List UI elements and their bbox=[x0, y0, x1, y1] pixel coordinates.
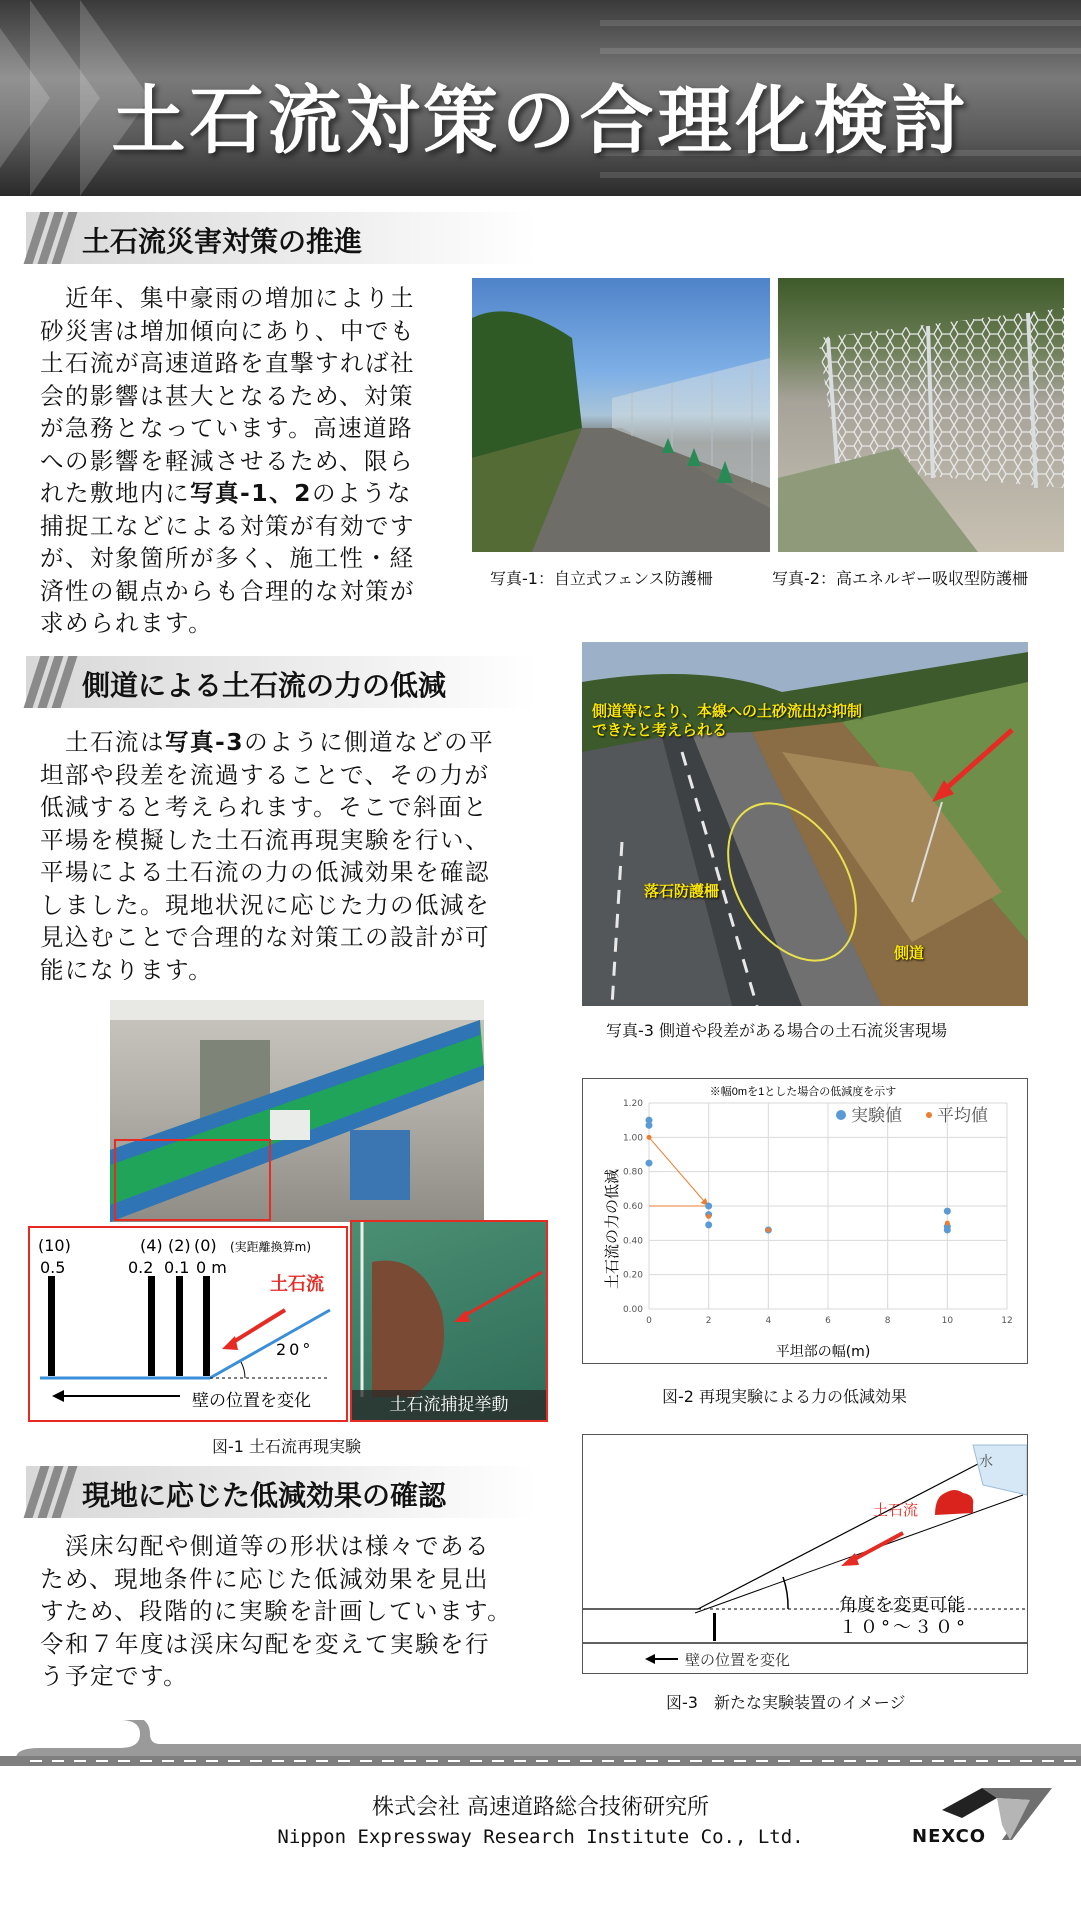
angle-label: 20° bbox=[276, 1340, 314, 1359]
data-point-measured bbox=[646, 1122, 653, 1129]
nexco-logo-text: NEXCO bbox=[912, 1826, 987, 1847]
title-banner bbox=[0, 0, 1081, 196]
data-point-measured bbox=[646, 1160, 653, 1167]
body-line: 坦部や段差を流過することで、その力が bbox=[40, 760, 490, 789]
dist-note: (実距離換算m) bbox=[230, 1240, 312, 1254]
body-line: 捕捉工などによる対策が有効です bbox=[40, 511, 415, 540]
fig3-caption: 図-3 新たな実験装置のイメージ bbox=[666, 1693, 906, 1712]
photo3-caption: 写真-3 側道や段差がある場合の土石流災害現場 bbox=[606, 1021, 948, 1040]
y-tick-label: 0.20 bbox=[622, 1270, 643, 1281]
body-line: 近年、集中豪雨の増加により土 bbox=[40, 284, 415, 312]
body-line: ため、現地条件に応じた低減効果を見出 bbox=[40, 1564, 490, 1593]
photo-fence bbox=[472, 278, 770, 552]
body-line: 見込むことで合理的な対策工の設計が可 bbox=[40, 923, 490, 951]
dist-label: (10) bbox=[38, 1236, 71, 1255]
body-line: 済性の観点からも合理的な対策が bbox=[40, 576, 415, 605]
y-tick-label: 0.00 bbox=[622, 1305, 643, 1315]
body-line: 能になります。 bbox=[40, 955, 214, 984]
water-label: 水 bbox=[979, 1454, 993, 1470]
section1-body bbox=[40, 282, 470, 640]
data-point-average bbox=[766, 1228, 771, 1233]
body-line: 渓床勾配や側道等の形状は様々である bbox=[40, 1532, 490, 1560]
body-line: への影響を軽減させるため、限ら bbox=[40, 446, 415, 475]
body-line: れた敷地内に写真-1、2のような bbox=[40, 479, 412, 507]
body-line: すため、段階的に実験を計画しています。 bbox=[40, 1597, 513, 1625]
wall-move-label: 壁の位置を変化 bbox=[685, 1651, 791, 1669]
wall-label: 0.2 bbox=[128, 1258, 154, 1277]
trend-arrow bbox=[649, 1137, 706, 1203]
dist-label: (4) bbox=[140, 1236, 163, 1255]
body-line: 低減すると考えられます。そこで斜面と bbox=[40, 793, 489, 821]
fig3-diagram bbox=[582, 1434, 1028, 1674]
photo-capture-behavior bbox=[350, 1220, 548, 1422]
body-line: 土石流が高速道路を直撃すれば社 bbox=[40, 349, 415, 377]
section-heading-text: 側道による土石流の力の低減 bbox=[82, 669, 447, 702]
body-line: 平場による土石流の力の低減効果を確認 bbox=[40, 858, 490, 886]
body-line: 土石流は写真-3のように側道などの平 bbox=[40, 728, 495, 756]
section2-body bbox=[40, 726, 580, 986]
wall-label: 0.5 bbox=[40, 1258, 66, 1277]
photo3-label-fence: 落石防護柵 bbox=[644, 882, 720, 900]
data-point-average bbox=[945, 1221, 950, 1226]
x-tick-label: 0 bbox=[646, 1316, 652, 1326]
body-line: 会的影響は甚大となるため、対策 bbox=[40, 381, 415, 410]
chart-ylabel: 土石流の力の低減 bbox=[603, 1168, 621, 1290]
x-tick-label: 10 bbox=[941, 1316, 954, 1326]
data-point-average bbox=[647, 1135, 652, 1140]
chart-note: ※幅0mを1とした場合の低減度を示す bbox=[709, 1086, 897, 1098]
wall-move-label: 壁の位置を変化 bbox=[192, 1391, 311, 1411]
section3-body bbox=[40, 1530, 580, 1693]
y-tick-label: 0.40 bbox=[622, 1236, 643, 1247]
chart-legend bbox=[836, 1106, 988, 1126]
photo1-caption: 写真-1：自立式フェンス防護柵 bbox=[490, 569, 713, 588]
photo-energy-net bbox=[778, 278, 1064, 552]
x-tick-label: 12 bbox=[1001, 1316, 1013, 1326]
angle-note: 角度を変更可能 １０°～３０° bbox=[839, 1595, 968, 1638]
legend-item: 実験値 bbox=[851, 1106, 902, 1126]
section-heading-confirmation bbox=[26, 1466, 536, 1518]
y-tick-label: 1.00 bbox=[622, 1133, 643, 1144]
data-point-measured bbox=[705, 1221, 712, 1228]
x-tick-label: 2 bbox=[705, 1316, 712, 1326]
x-tick-label: 6 bbox=[825, 1316, 831, 1326]
photo3-label-top: 側道等により、本線への土砂流出が抑制 できたと考えられる bbox=[592, 702, 863, 739]
body-line: う予定です。 bbox=[40, 1662, 189, 1690]
body-line: 砂災害は増加傾向にあり、中でも bbox=[40, 316, 415, 345]
road-decoration bbox=[0, 1720, 1081, 1766]
fig2-caption: 図-2 再現実験による力の低減効果 bbox=[662, 1387, 908, 1406]
y-tick-label: 1.20 bbox=[622, 1099, 643, 1109]
page-title: 土石流対策の合理化検討 bbox=[111, 78, 970, 164]
flow-label: 土石流 bbox=[270, 1274, 324, 1295]
nexco-logo bbox=[902, 1780, 1052, 1860]
company-name-jp: 株式会社 高速道路総合技術研究所 bbox=[372, 1795, 709, 1820]
y-tick-label: 0.80 bbox=[622, 1167, 643, 1178]
data-point-measured bbox=[705, 1203, 712, 1210]
reduction-chart-svg bbox=[583, 1079, 1027, 1363]
legend-item: 平均値 bbox=[937, 1106, 988, 1126]
capture-label: 土石流捕捉挙動 bbox=[352, 1390, 546, 1420]
photo-lab-experiment bbox=[110, 1000, 484, 1222]
dist-label: (2) bbox=[168, 1236, 191, 1255]
data-point-measured bbox=[944, 1227, 951, 1234]
data-point-average bbox=[706, 1214, 711, 1219]
y-tick-label: 0.60 bbox=[622, 1202, 643, 1212]
section-heading-reduction bbox=[26, 656, 536, 708]
photo2-caption: 写真-2：高エネルギー吸収型防護柵 bbox=[772, 569, 1028, 588]
fig2-chart bbox=[582, 1078, 1028, 1364]
body-line: が、対象箇所が多く、施工性・経 bbox=[40, 544, 415, 572]
dist-label: (0) bbox=[194, 1236, 217, 1255]
company-name-en: Nippon Expressway Research Institute Co., Ltd. bbox=[277, 1826, 804, 1848]
section-heading-text: 土石流災害対策の推進 bbox=[82, 225, 363, 258]
x-tick-label: 4 bbox=[765, 1316, 772, 1326]
section-heading-promotion bbox=[26, 212, 536, 264]
photo-disaster-site bbox=[582, 642, 1028, 1006]
wall-label: 0.1 bbox=[164, 1258, 190, 1277]
fig1-diagram bbox=[28, 1226, 348, 1422]
fig1-caption: 図-1 土石流再現実験 bbox=[212, 1437, 362, 1456]
body-line: が急務となっています。高速道路 bbox=[40, 414, 414, 442]
x-tick-label: 8 bbox=[884, 1316, 891, 1326]
body-line: 求められます。 bbox=[40, 609, 214, 637]
data-point-measured bbox=[944, 1208, 951, 1215]
flow-label: 土石流 bbox=[873, 1501, 919, 1519]
wall-label: 0 m bbox=[196, 1258, 227, 1277]
body-line: 平場を模擬した土石流再現実験を行い、 bbox=[40, 825, 490, 854]
section-heading-text: 現地に応じた低減効果の確認 bbox=[82, 1479, 447, 1512]
body-line: 令和７年度は渓床勾配を変えて実験を行 bbox=[40, 1629, 490, 1658]
body-line: しました。現地状況に応じた力の低減を bbox=[40, 890, 490, 919]
chart-xlabel: 平坦部の幅(m) bbox=[775, 1344, 871, 1360]
photo3-label-side-road: 側道 bbox=[894, 944, 925, 962]
